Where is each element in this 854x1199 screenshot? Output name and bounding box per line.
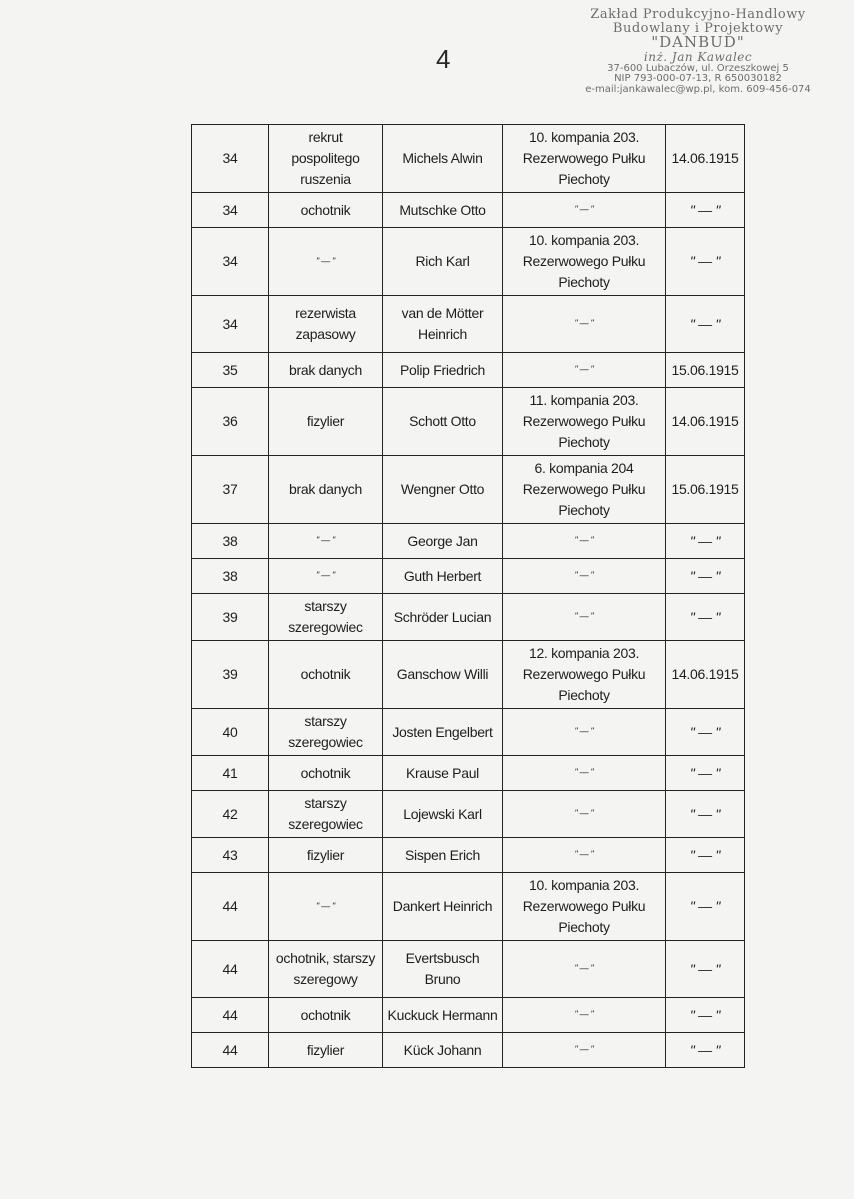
cell-rank: rezerwista zapasowy — [269, 296, 383, 353]
cell-date: " — " — [666, 838, 745, 873]
table-row — [192, 524, 745, 559]
cell-unit: " — " — [503, 1033, 666, 1068]
cell-date: 14.06.1915 — [666, 125, 745, 193]
stamp-company-type: Budowlany i Projektowy — [612, 20, 784, 36]
cell-name: Schott Otto — [383, 388, 503, 456]
cell-number: 34 — [192, 228, 269, 296]
cell-number: 34 — [192, 296, 269, 353]
cell-unit: 11. kompania 203. Rezerwowego Pułku Piechoty — [503, 388, 666, 456]
table-row — [192, 941, 745, 998]
cell-date: 14.06.1915 — [666, 388, 745, 456]
cell-rank: brak danych — [269, 353, 383, 388]
cell-rank: brak danych — [269, 456, 383, 524]
cell-rank: fizylier — [269, 838, 383, 873]
cell-name: Rich Karl — [383, 228, 503, 296]
cell-name: George Jan — [383, 524, 503, 559]
cell-number: 36 — [192, 388, 269, 456]
cell-date: " — " — [666, 756, 745, 791]
cell-rank: fizylier — [269, 388, 383, 456]
table-row — [192, 353, 745, 388]
cell-rank: ochotnik — [269, 756, 383, 791]
table-row — [192, 296, 745, 353]
cell-name: Sispen Erich — [383, 838, 503, 873]
cell-date: " — " — [666, 559, 745, 594]
cell-rank: ochotnik — [269, 998, 383, 1033]
soldiers-table — [191, 124, 745, 1068]
table-row — [192, 388, 745, 456]
table-row — [192, 559, 745, 594]
cell-date: 14.06.1915 — [666, 641, 745, 709]
cell-unit: " — " — [503, 193, 666, 228]
table-row — [192, 873, 745, 941]
stamp-address: 37-600 Lubaczów, ul. Orzeszkowej 5 — [607, 62, 789, 74]
cell-date: " — " — [666, 791, 745, 838]
cell-unit: " — " — [503, 594, 666, 641]
cell-number: 42 — [192, 791, 269, 838]
cell-unit: " — " — [503, 524, 666, 559]
cell-rank: " — " — [269, 559, 383, 594]
cell-unit: " — " — [503, 756, 666, 791]
cell-name: van de Mötter Heinrich — [383, 296, 503, 353]
table-row — [192, 125, 745, 193]
table-row — [192, 641, 745, 709]
cell-rank: " — " — [269, 228, 383, 296]
table-row — [192, 228, 745, 296]
cell-unit: " — " — [503, 998, 666, 1033]
cell-rank: fizylier — [269, 1033, 383, 1068]
stamp-tax-id: NIP 793-000-07-13, R 650030182 — [614, 73, 782, 85]
cell-date: " — " — [666, 998, 745, 1033]
cell-name: Schröder Lucian — [383, 594, 503, 641]
table-row — [192, 791, 745, 838]
cell-name: Krause Paul — [383, 756, 503, 791]
cell-number: 44 — [192, 941, 269, 998]
page-number: 4 — [436, 44, 451, 74]
cell-date: " — " — [666, 1033, 745, 1068]
cell-unit: 6. kompania 204 Rezerwowego Pułku Piechoty — [503, 456, 666, 524]
table-row — [192, 838, 745, 873]
cell-unit: " — " — [503, 838, 666, 873]
cell-name: Ganschow Willi — [383, 641, 503, 709]
cell-name: Wengner Otto — [383, 456, 503, 524]
cell-name: Dankert Heinrich — [383, 873, 503, 941]
cell-number: 39 — [192, 594, 269, 641]
cell-number: 44 — [192, 1033, 269, 1068]
cell-unit: 10. kompania 203. Rezerwowego Pułku Piechoty — [503, 873, 666, 941]
cell-date: " — " — [666, 524, 745, 559]
cell-number: 44 — [192, 998, 269, 1033]
cell-rank: starszy szeregowiec — [269, 594, 383, 641]
table-row — [192, 193, 745, 228]
cell-number: 44 — [192, 873, 269, 941]
cell-name: Kück Johann — [383, 1033, 503, 1068]
cell-unit: 10. kompania 203. Rezerwowego Pułku Piechoty — [503, 228, 666, 296]
cell-unit: " — " — [503, 353, 666, 388]
cell-rank: rekrut pospolitego ruszenia — [269, 125, 383, 193]
cell-name: Michels Alwin — [383, 125, 503, 193]
cell-unit: " — " — [503, 791, 666, 838]
cell-date: " — " — [666, 709, 745, 756]
cell-name: Polip Friedrich — [383, 353, 503, 388]
cell-unit: " — " — [503, 941, 666, 998]
cell-number: 34 — [192, 125, 269, 193]
cell-number: 35 — [192, 353, 269, 388]
cell-rank: starszy szeregowiec — [269, 709, 383, 756]
cell-date: " — " — [666, 873, 745, 941]
cell-rank: ochotnik — [269, 193, 383, 228]
cell-unit: 10. kompania 203. Rezerwowego Pułku Piechoty — [503, 125, 666, 193]
cell-rank: " — " — [269, 524, 383, 559]
cell-date: " — " — [666, 594, 745, 641]
table-row — [192, 998, 745, 1033]
cell-unit: 12. kompania 203. Rezerwowego Pułku Piechoty — [503, 641, 666, 709]
table-row — [192, 1033, 745, 1068]
cell-number: 34 — [192, 193, 269, 228]
cell-number: 38 — [192, 524, 269, 559]
cell-rank: ochotnik — [269, 641, 383, 709]
stamp-company-name: Zakład Produkcyjno-Handlowy — [590, 7, 806, 22]
cell-name: Josten Engelbert — [383, 709, 503, 756]
table-row — [192, 456, 745, 524]
stamp-brand: "DANBUD" — [651, 33, 745, 52]
table-row — [192, 594, 745, 641]
cell-number: 38 — [192, 559, 269, 594]
cell-number: 39 — [192, 641, 269, 709]
cell-unit: " — " — [503, 559, 666, 594]
cell-number: 37 — [192, 456, 269, 524]
cell-name: Mutschke Otto — [383, 193, 503, 228]
cell-date: " — " — [666, 941, 745, 998]
cell-date: " — " — [666, 193, 745, 228]
cell-unit: " — " — [503, 296, 666, 353]
cell-name: Guth Herbert — [383, 559, 503, 594]
cell-date: " — " — [666, 228, 745, 296]
cell-unit: " — " — [503, 709, 666, 756]
cell-date: 15.06.1915 — [666, 456, 745, 524]
cell-date: 15.06.1915 — [666, 353, 745, 388]
cell-number: 43 — [192, 838, 269, 873]
stamp-contact: e-mail:jankawalec@wp.pl, kom. 609-456-074 — [585, 83, 811, 95]
cell-rank: starszy szeregowiec — [269, 791, 383, 838]
cell-name: Evertsbusch Bruno — [383, 941, 503, 998]
cell-name: Lojewski Karl — [383, 791, 503, 838]
cell-rank: ochotnik, starszy szeregowy — [269, 941, 383, 998]
table-row — [192, 756, 745, 791]
stamp-owner: inż. Jan Kawalec — [643, 50, 753, 65]
cell-date: " — " — [666, 296, 745, 353]
cell-number: 41 — [192, 756, 269, 791]
cell-number: 40 — [192, 709, 269, 756]
company-stamp — [548, 8, 848, 95]
table-row — [192, 709, 745, 756]
table-body — [192, 125, 745, 1068]
cell-rank: " — " — [269, 873, 383, 941]
cell-name: Kuckuck Hermann — [383, 998, 503, 1033]
